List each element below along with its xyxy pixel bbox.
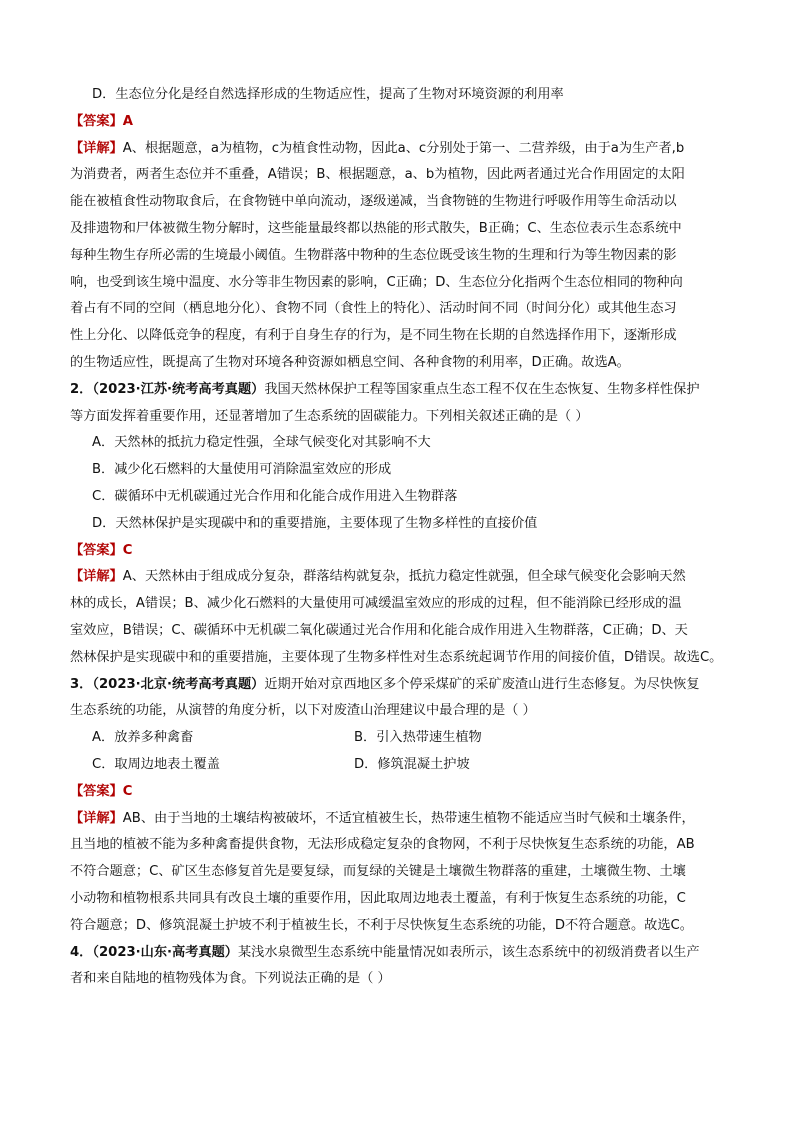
q2-detail-line: 林的成长，A错误；B、减少化石燃料的大量使用可减缓温室效应的形成的过程，但不能消除已经形成的温 bbox=[70, 596, 682, 612]
question-number: 2． bbox=[70, 381, 93, 397]
q3-detail-line: 符合题意；D、修筑混凝土护坡不利于植被生长，不利于尽快恢复生态系统的功能，D不符合题意。故选C。 bbox=[70, 917, 693, 933]
q3-option-a: A．放养多种禽畜 bbox=[92, 730, 194, 746]
q1-detail-line: 性上分化、以降低竞争的程度，有利于自身生存的行为，是不同生物在长期的自然选择作用下，逐渐形成 bbox=[70, 328, 677, 344]
answer-value: C bbox=[122, 542, 133, 558]
q4-stem bbox=[70, 940, 726, 967]
q2-option-d: D．天然林保护是实现碳中和的重要措施，主要体现了生物多样性的直接价值 bbox=[92, 515, 538, 531]
q3-detail-line: 且当地的植被不能为多种禽畜提供食物，无法形成稳定复杂的食物网，不利于尽快恢复生态系统的功能，AB bbox=[70, 837, 695, 853]
detail-label: 【详解】 bbox=[70, 140, 123, 156]
q2-option-c: C．碳循环中无机碳通过光合作用和化能合成作用进入生物群落 bbox=[92, 488, 458, 504]
question-source: （2023·山东·高考真题） bbox=[92, 944, 238, 960]
q2-answer bbox=[70, 538, 726, 565]
document-page bbox=[70, 82, 726, 993]
q3-option-b: B．引入热带速生植物 bbox=[354, 730, 482, 746]
q3-detail-line: 不符合题意；C、矿区生态修复首先是要复绿，而复绿的关键是土壤微生物群落的重建，土壤微生物、土壤 bbox=[70, 864, 686, 880]
detail-label: 【详解】 bbox=[70, 569, 123, 585]
q1-answer bbox=[70, 109, 726, 136]
q2-option-a: A．天然林的抵抗力稳定性强，全球气候变化对其影响不大 bbox=[92, 435, 431, 451]
q2-detail-line bbox=[70, 564, 726, 591]
answer-value: C bbox=[122, 783, 133, 799]
q1-detail-line: 的生物适应性，既提高了生物对环境各种资源如栖息空间、各种食物的利用率，D正确。故选A。 bbox=[70, 354, 630, 370]
question-text: 我国天然林保护工程等国家重点生态工程不仅在生态恢复、生物多样性保护 bbox=[264, 381, 700, 397]
question-source: （2023·江苏·统考高考真题） bbox=[92, 381, 265, 397]
question-text: 某浅水泉微型生态系统中能量情况如表所示，该生态系统中的初级消费者以生产 bbox=[238, 944, 700, 960]
q3-option-d: D．修筑混凝土护坡 bbox=[354, 756, 470, 772]
question-source: （2023·北京·统考高考真题） bbox=[92, 676, 265, 692]
q1-option-d: D．生态位分化是经自然选择形成的生物适应性，提高了生物对环境资源的利用率 bbox=[92, 87, 564, 102]
q3-detail-line bbox=[70, 806, 726, 833]
q3-stem-continued: 生态系统的功能，从演替的角度分析，以下对废渣山治理建议中最合理的是（ ） bbox=[70, 703, 536, 719]
answer-label: 【答案】 bbox=[70, 783, 123, 799]
question-number: 3． bbox=[70, 676, 93, 692]
question-number: 4． bbox=[70, 944, 93, 960]
q1-detail-line: 为消费者，两者生态位并不重叠，A错误；B、根据题意，a、b为植物，因此两者通过光合作用固定的太阳 bbox=[70, 167, 685, 183]
q2-stem-continued: 等方面发挥着重要作用，还显著增加了生态系统的固碳能力。下列相关叙述正确的是（ ） bbox=[70, 408, 589, 424]
q3-options-row-1 bbox=[70, 725, 726, 752]
q3-options-row-2 bbox=[70, 752, 726, 779]
q3-detail-line: 小动物和植物根系共同具有改良土壤的重要作用，因此取周边地表土覆盖，有利于恢复生态系统的功能，C bbox=[70, 890, 686, 906]
q3-answer bbox=[70, 779, 726, 806]
detail-label: 【详解】 bbox=[70, 810, 123, 826]
q1-detail-line: 响，也受到该生境中温度、水分等非生物因素的影响，C正确；D、生态位分化指两个生态位相同的物种向 bbox=[70, 274, 683, 290]
q2-detail-line: 室效应，B错误；C、碳循环中无机碳二氧化碳通过光合作用和化能合成作用进入生物群落，C正确；D、天 bbox=[70, 622, 688, 638]
q4-stem-continued: 者和来自陆地的植物残体为食。下列说法正确的是（ ） bbox=[70, 971, 391, 987]
q1-detail-line: 能在被植食性动物取食后，在食物链中单向流动，逐级递减，当食物链的生物进行呼吸作用等生命活动以 bbox=[70, 194, 677, 210]
detail-text: A、天然林由于组成成分复杂，群落结构就复杂，抵抗力稳定性就强，但全球气候变化会影响天然 bbox=[122, 569, 686, 585]
q1-detail-line bbox=[70, 136, 726, 163]
answer-value: A bbox=[122, 113, 133, 129]
q3-option-c: C．取周边地表土覆盖 bbox=[92, 756, 220, 772]
q2-detail-line: 然林保护是实现碳中和的重要措施，主要体现了生物多样性对生态系统起调节作用的间接价值，D错误。故选C。 bbox=[70, 649, 723, 665]
detail-text: AB、由于当地的土壤结构被破坏，不适宜植被生长，热带速生植物不能适应当时气候和土壤条件， bbox=[122, 810, 695, 826]
answer-label: 【答案】 bbox=[70, 542, 123, 558]
q2-option-b: B．减少化石燃料的大量使用可消除温室效应的形成 bbox=[92, 462, 392, 478]
q3-stem bbox=[70, 672, 726, 699]
detail-text: A、根据题意，a为植物，c为植食性动物，因此a、c分别处于第一、二营养级，由于a为生产者,b bbox=[122, 140, 685, 156]
q1-detail-line: 着占有不同的空间（栖息地分化）、食物不同（食性上的特化）、活动时间不同（时间分化）或其他生态习 bbox=[70, 301, 677, 317]
q1-detail-line: 每种生物生存所必需的生境最小阈值。生物群落中物种的生态位既受该生物的生理和行为等生物因素的影 bbox=[70, 247, 677, 263]
question-text: 近期开始对京西地区多个停采煤矿的采矿废渣山进行生态修复。为尽快恢复 bbox=[264, 676, 700, 692]
q2-stem bbox=[70, 377, 726, 404]
answer-label: 【答案】 bbox=[70, 113, 123, 129]
q1-detail-line: 及排遗物和尸体被微生物分解时，这些能量最终都以热能的形式散失，B正确；C、生态位表示生态系统中 bbox=[70, 220, 682, 236]
